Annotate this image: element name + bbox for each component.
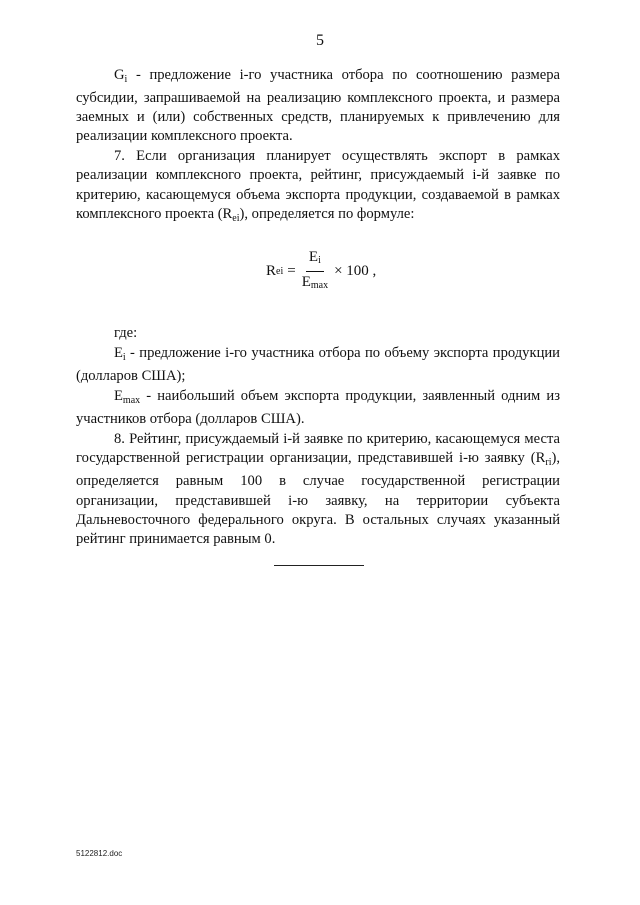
paragraph-ei-definition (76, 344, 560, 386)
closing-divider (274, 565, 364, 566)
formula-denominator: Emax (301, 273, 329, 291)
item-7-text-b: ), определяется по формуле: (239, 205, 415, 222)
formula-fraction (299, 248, 331, 295)
document-body (76, 66, 560, 550)
formula-rei (76, 240, 560, 318)
item-8-text-a: 8. Рейтинг, присуждаемый i-й заявке по критерию, касающемуся места государственной регистрации организации, представившей i-ю заявку (R (76, 431, 560, 467)
where-label: где: (114, 324, 138, 341)
paragraph-g-text: - предложение i-го участника отбора по соотношению размера субсидии, запрашиваемой на реализацию комплексного проекта, и размера заемных и (или) собственных средств, планируемых к привлечению для реализации комплексного проекта. (76, 67, 560, 145)
formula-numerator: Ei (306, 248, 324, 272)
formula-lhs: R (266, 262, 277, 279)
symbol-ei-subscript: i (122, 351, 126, 363)
paragraph-ei-text: - предложение i-го участника отбора по объему экспорта продукции (долларов США); (76, 344, 560, 384)
formula-multiplier: × 100 , (334, 262, 377, 279)
symbol-emax: E (114, 388, 123, 405)
symbol-g: G (114, 67, 125, 83)
paragraph-item-7 (76, 147, 560, 227)
item-8-subscript: ri (545, 457, 552, 469)
formula-equals: = (287, 262, 296, 279)
document-file-code: 5122812.doc (76, 849, 123, 858)
symbol-emax-subscript: max (122, 395, 141, 407)
paragraph-emax-definition (76, 387, 560, 429)
formula-lhs-subscript: ei (276, 265, 284, 277)
paragraph-item-8 (76, 430, 560, 549)
paragraph-emax-text: - наибольший объем экспорта продукции, заявленный одним из участников отбора (долларов США). (76, 388, 560, 428)
symbol-g-subscript: i (124, 74, 128, 85)
item-7-text-a: 7. Если организация планирует осуществлять экспорт в рамках реализации комплексного проекта, рейтинг, присуждаемый i-й заявке по критерию, касающемуся объема экспорта продукции, создаваемой в рамках комплексного проекта (R (76, 148, 560, 222)
page-number: 5 (316, 32, 324, 49)
item-7-subscript: ei (232, 212, 240, 224)
item-8-text-b: ), определяется равным 100 в случае государственной регистрации организации, представившей i-ю заявку, на территории субъекта Дальневосточного федерального округа. В остальных случаях указанный рейтинг принимается равным 0. (76, 450, 560, 547)
paragraph-g-definition (76, 66, 560, 146)
symbol-ei: E (114, 344, 123, 361)
